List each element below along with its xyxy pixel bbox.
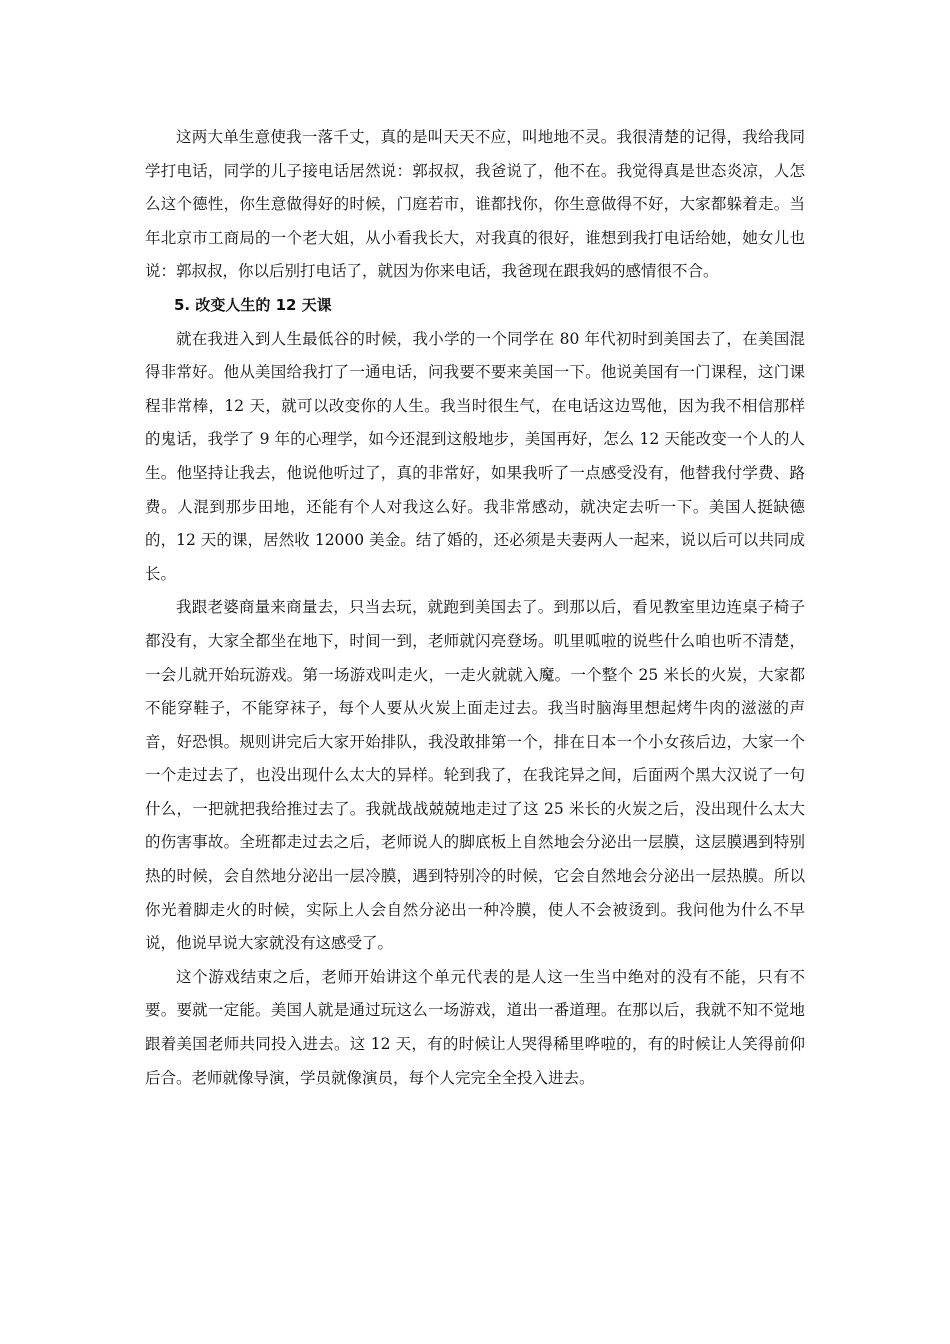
paragraph-2: 就在我进入到人生最低谷的时候，我小学的一个同学在 80 年代初时到美国去了，在美国混得非常好。他从美国给我打了一通电话，问我要不要来美国一下。他说美国有一门课程，这门课程非常棒，12 天，就可以改变你的人生。我当时很生气，在电话这边骂他，因为我不相信那样的鬼话，我学了 9 年的心理学，如今还混到这般地步，美国再好，怎么 12 天能改变一个人的人生。他坚持让我去，他说他听过了，真的非常好，如果我听了一点感受没有，他替我付学费、路费。人混到那步田地，还能有个人对我这么好。我非常感动，就决定去听一下。美国人挺缺德的，12 天的课，居然收 12000 美金。结了婚的，还必须是夫妻两人一起来，说以后可以共同成长。 [145,329,805,583]
paragraph-4: 这个游戏结束之后，老师开始讲这个单元代表的是人这一生当中绝对的没有不能，只有不要。要就一定能。美国人就是通过玩这么一场游戏，道出一番道理。在那以后，我就不知不觉地跟着美国老师共同投入进去。这 12 天，有的时候让人哭得稀里哗啦的，有的时候让人笑得前仰后合。老师就像导演，学员就像演员，每个人完完全全投入进去。 [145,967,805,1087]
document-body [145,121,805,1095]
paragraph-3: 我跟老婆商量来商量去，只当去玩，就跑到美国去了。到那以后，看见教室里边连桌子椅子都没有，大家全都坐在地下，时间一到，老师就闪亮登场。叽里呱啦的说些什么咱也听不清楚，一会儿就开始玩游戏。第一场游戏叫走火，一走火就就入魔。一个整个 25 米长的火炭，大家都不能穿鞋子，不能穿袜子，每个人要从火炭上面走过去。我当时脑海里想起烤牛肉的滋滋的声音，好恐惧。规则讲完后大家开始排队，我没敢排第一个，排在日本一个小女孩后边，大家一个一个走过去了，也没出现什么太大的异样。轮到我了，在我诧异之间，后面两个黑大汉说了一句什么，一把就把我给推过去了。我就战战兢兢地走过了这 25 米长的火炭之后，没出现什么太大的伤害事故。全班都走过去之后，老师说人的脚底板上自然地会分泌出一层膜，这层膜遇到特别热的时候，会自然地分泌出一层冷膜，遇到特别冷的时候，它会自然地会分泌出一层热膜。所以你光着脚走火的时候，实际上人会自然分泌出一种冷膜，使人不会被烫到。我问他为什么不早说，他说早说大家就没有这感受了。 [145,598,805,953]
section-heading: 5. 改变人生的 12 天课 [174,295,332,314]
paragraph-1: 这两大单生意使我一落千丈，真的是叫天天不应，叫地地不灵。我很清楚的记得，我给我同学打电话，同学的儿子接电话居然说：郭叔叔，我爸说了，他不在。我觉得真是世态炎凉，人怎么这个德性，你生意做得好的时候，门庭若市，谁都找你，你生意做得不好，大家都躲着走。当年北京市工商局的一个老大姐，从小看我长大，对我真的很好，谁想到我打电话给她，她女儿也说：郭叔叔，你以后别打电话了，就因为你来电话，我爸现在跟我妈的感情很不合。 [145,128,805,281]
